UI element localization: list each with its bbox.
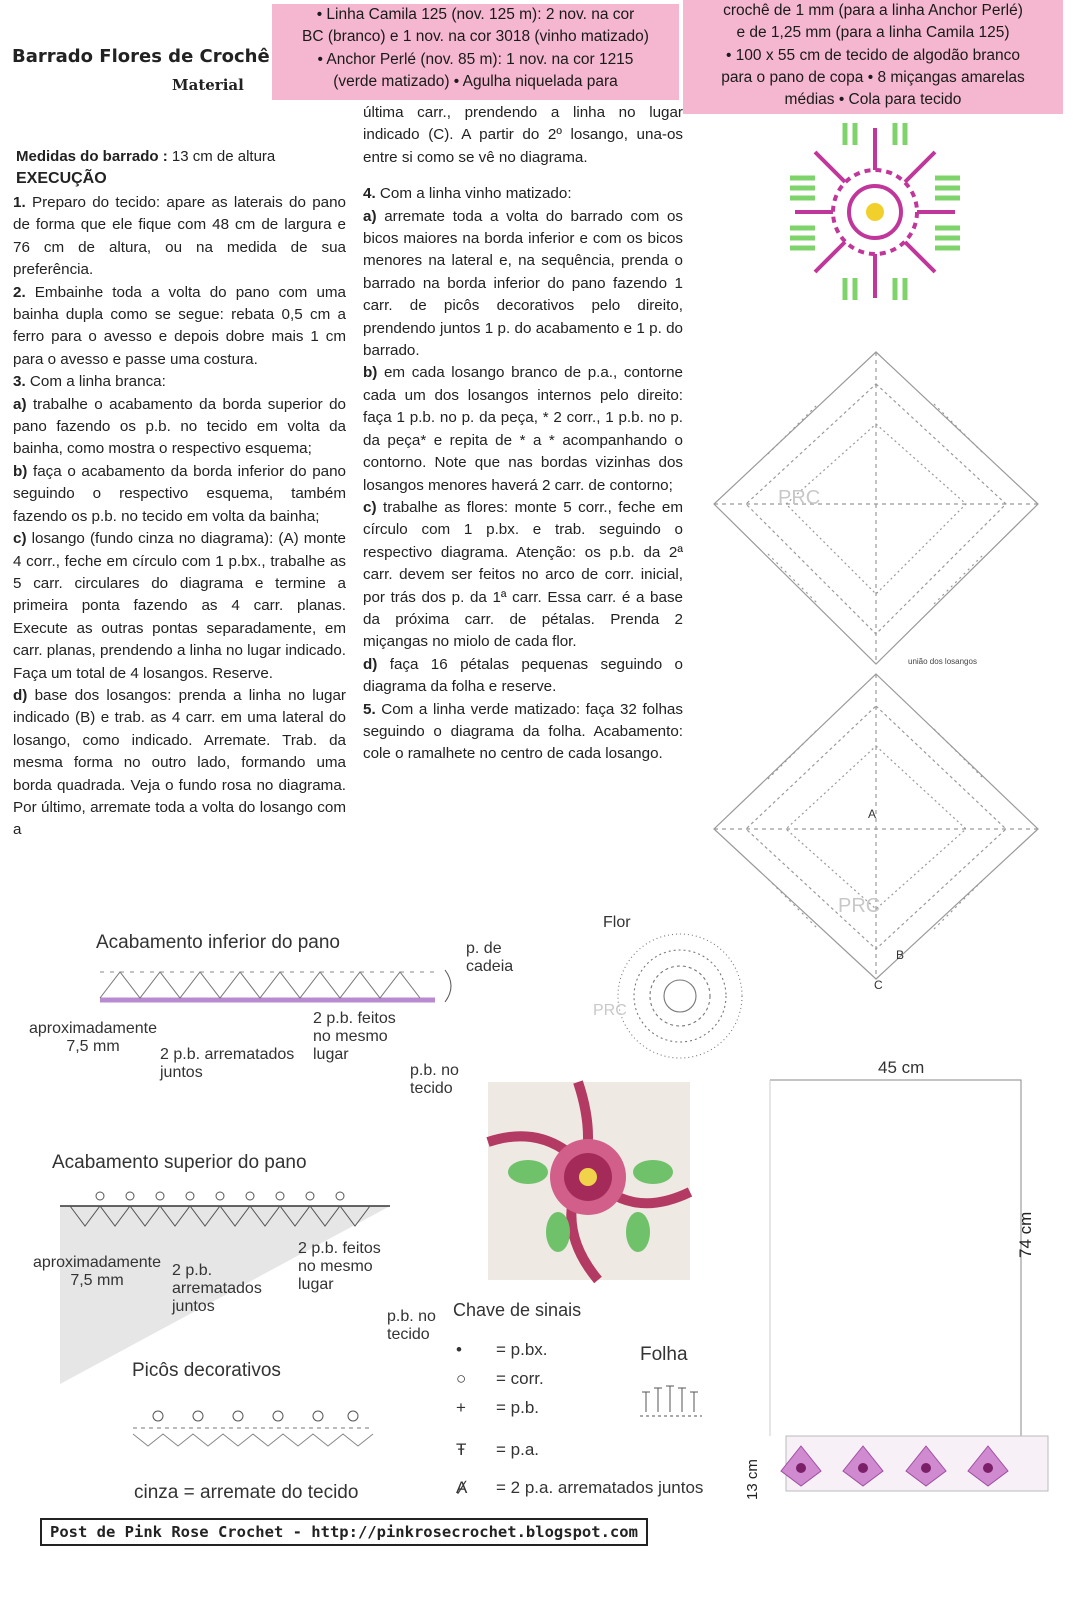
materials-line: e de 1,25 mm (para a linha Camila 125) — [736, 24, 1010, 42]
plus-icon: + — [456, 1398, 466, 1417]
legend-title: Chave de sinais — [453, 1300, 582, 1320]
instruction-step: 4. Com a linha vinho matizado: — [363, 185, 572, 203]
instruction-step: a) arremate toda a volta do barrado com os bicos maiores na borda inferior e com os bicos menores na lateral e, na sequência, prenda o barrado na borda inferior do pano fazendo 1 carr. de picôs decorativos pelo direito, prendendo juntos 1 p. do acabamento e 1 p. do barrado. — [363, 207, 683, 360]
legend-item-pb: + = p.b. — [456, 1398, 540, 1417]
materials-line: médias • Cola para tecido — [784, 91, 962, 109]
materials-line: • Anchor Perlé (nov. 85 m): 1 nov. na cor 1215 — [317, 50, 634, 68]
legend — [456, 1340, 756, 1507]
measures — [16, 148, 275, 165]
legend-item-pbx: • = p.bx. — [456, 1340, 548, 1359]
watermark-prc: PRC — [593, 1002, 627, 1019]
flower-motif-illustration — [775, 118, 975, 308]
materials-line: para o pano de copa • 8 miçangas amarelas — [721, 68, 1025, 86]
inferior-joined-label: 2 p.b. arrematados juntos — [160, 1046, 295, 1081]
instruction-step: 2. Embainhe toda a volta do pano com uma bainha dupla como se segue: rebata 0,5 cm a ferro para o avesso e depois dobre mais 1 cm para o avesso e passe uma costura. — [13, 283, 346, 368]
materials-line: BC (branco) e 1 nov. na cor 3018 (vinho matizado) — [302, 28, 649, 46]
cinza-note: cinza = arremate do tecido — [134, 1482, 359, 1503]
materials-box-1 — [272, 4, 679, 100]
letter-b: B — [896, 948, 905, 962]
inferior-chain-label: p. de cadeia — [466, 940, 514, 975]
instruction-step: a) trabalhe o acabamento da borda superior do pano fazendo os p.b. no tecido em volta da bainha, como mostra o respectivo esquema; — [13, 395, 346, 458]
inferior-diagram-title: Acabamento inferior do pano — [96, 932, 340, 953]
legend-item-corr: ○ = corr. — [456, 1369, 544, 1388]
superior-diagram-title: Acabamento superior do pano — [52, 1152, 307, 1173]
inferior-approx-label: aproximadamente 7,5 mm — [28, 1020, 158, 1055]
instruction-step: b) em cada losango branco de p.a., contorne cada um dos losangos internos pelo direito: faça 1 p.b. no p. da peça, * 2 corr., 1 p.b. no p. da peça* e repita de * a * acompanhando o contorno. Note que nas bordas vizinhas dos losangos menores haverá 2 carr. de contorno; — [363, 364, 683, 494]
towel-dimension-drawing — [766, 1076, 1056, 1496]
instruction-step: c) trabalhe as flores: monte 5 corr., feche em círculo com 1 p.bx. e trab. seguindo o respectivo diagrama. Atenção: os p.b. da 2ª carr. devem ser feitos no arco de corr. inicial, por trás dos p. da 1ª carr. Essa carr. é a base da próxima carr. de pétalas. Prenda 2 miçangas no miolo de cada flor. — [363, 498, 683, 651]
right-column — [363, 102, 683, 766]
instruction-step: d) base dos losangos: prenda a linha no lugar indicado (B) e trab. as 4 carr. em uma lateral do losango, como indicado. Arremate. Trab. da mesma forma no outro lado, formando uma borda quadrada. Veja o fundo rosa no diagrama. Por último, arremate toda a volta do losango com a — [13, 686, 346, 839]
left-column — [13, 192, 346, 842]
instruction-step: 3. Com a linha branca: — [13, 373, 166, 391]
materials-line: crochê de 1 mm (para a linha Anchor Perlé) — [723, 2, 1023, 19]
picos-title: Picôs decorativos — [132, 1360, 281, 1381]
watermark-prc: PRC — [838, 895, 881, 917]
dim-width: 45 cm — [878, 1058, 925, 1077]
instruction-step: b) faça o acabamento da borda inferior do pano seguindo o respectivo esquema, também fazendo os p.b. no tecido em volta da bainha; — [13, 462, 346, 525]
instruction-step: d) faça 16 pétalas pequenas seguindo o diagrama da folha e reserve. — [363, 655, 683, 696]
letter-a: A — [868, 807, 877, 821]
dim-border: 13 cm — [744, 1459, 761, 1500]
superior-fabric-label: p.b. no tecido — [387, 1308, 436, 1343]
dim-height: 74 cm — [1016, 1211, 1035, 1258]
folha-diagram — [636, 1382, 708, 1420]
union-label: união dos losangos — [908, 657, 977, 666]
dot-icon: • — [456, 1340, 462, 1359]
footer-credit: Post de Pink Rose Crochet - http://pinkrosecrochet.blogspot.com — [40, 1518, 648, 1546]
materials-line: • Linha Camila 125 (nov. 125 m): 2 nov. na cor — [316, 6, 635, 23]
picos-diagram — [128, 1406, 378, 1451]
legend-item-pa: Ŧ = p.a. — [456, 1440, 540, 1459]
instruction-step: 5. Com a linha verde matizado: faça 32 folhas seguindo o diagrama da folha. Acabamento: cole o ramalhete no centro de cada losango. — [363, 700, 683, 763]
letter-c: C — [874, 978, 883, 992]
flor-diagram — [593, 918, 755, 1068]
oval-icon: ○ — [456, 1369, 467, 1388]
measures-value: 13 cm de altura — [171, 148, 276, 165]
materials-line: • 100 x 55 cm de tecido de algodão branco — [725, 46, 1021, 64]
watermark-prc: PRC — [778, 487, 821, 509]
inferior-fabric-label: p.b. no tecido — [410, 1062, 459, 1097]
diamond-diagram — [708, 344, 1044, 992]
folha-label: Folha — [640, 1344, 688, 1365]
superior-same-label: 2 p.b. feitos no mesmo lugar — [298, 1240, 381, 1293]
material-label: Material — [172, 76, 244, 94]
stitch-a-icon: Ⱥ — [456, 1478, 468, 1497]
measures-label: Medidas do barrado : — [16, 148, 168, 165]
inferior-diagram — [95, 960, 465, 1010]
instruction-continued: última carr., prendendo a linha no lugar indicado (C). A partir do 2º losango, una-os entre si como se vê no diagrama. — [363, 104, 683, 166]
page-title: Barrado Flores de Crochê — [12, 46, 270, 67]
instruction-step: c) losango (fundo cinza no diagrama): (A) monte 4 corr., feche em círculo com 1 p.bx., trabalhe as 5 carr. circulares do diagrama e termine a primeira ponta fazendo as 4 carr. planas. Execute as outras pontas separadamente, em carr. planas, prendendo a linha no lugar indicado. Faça um total de 4 losangos. Reserve. — [13, 530, 346, 682]
materials-line: (verde matizado) • Agulha niquelada para — [333, 72, 618, 90]
flor-label: Flor — [603, 914, 631, 931]
flower-photo — [488, 1082, 690, 1280]
legend-item-2pa: Ⱥ = 2 p.a. arrematados juntos — [456, 1478, 704, 1497]
stitch-t-icon: Ŧ — [456, 1440, 467, 1459]
superior-joined-label: 2 p.b. arrematados juntos — [172, 1262, 262, 1315]
instruction-step: 1. Preparo do tecido: apare as laterais do pano de forma que ele fique com 48 cm de largura e 76 cm de altura, ou na medida de sua preferência. — [13, 194, 346, 279]
inferior-same-label: 2 p.b. feitos no mesmo lugar — [313, 1010, 396, 1063]
execucao-heading: EXECUÇÃO — [16, 170, 107, 187]
superior-approx-label: aproximadamente 7,5 mm — [32, 1254, 162, 1289]
materials-box-2 — [683, 0, 1063, 114]
